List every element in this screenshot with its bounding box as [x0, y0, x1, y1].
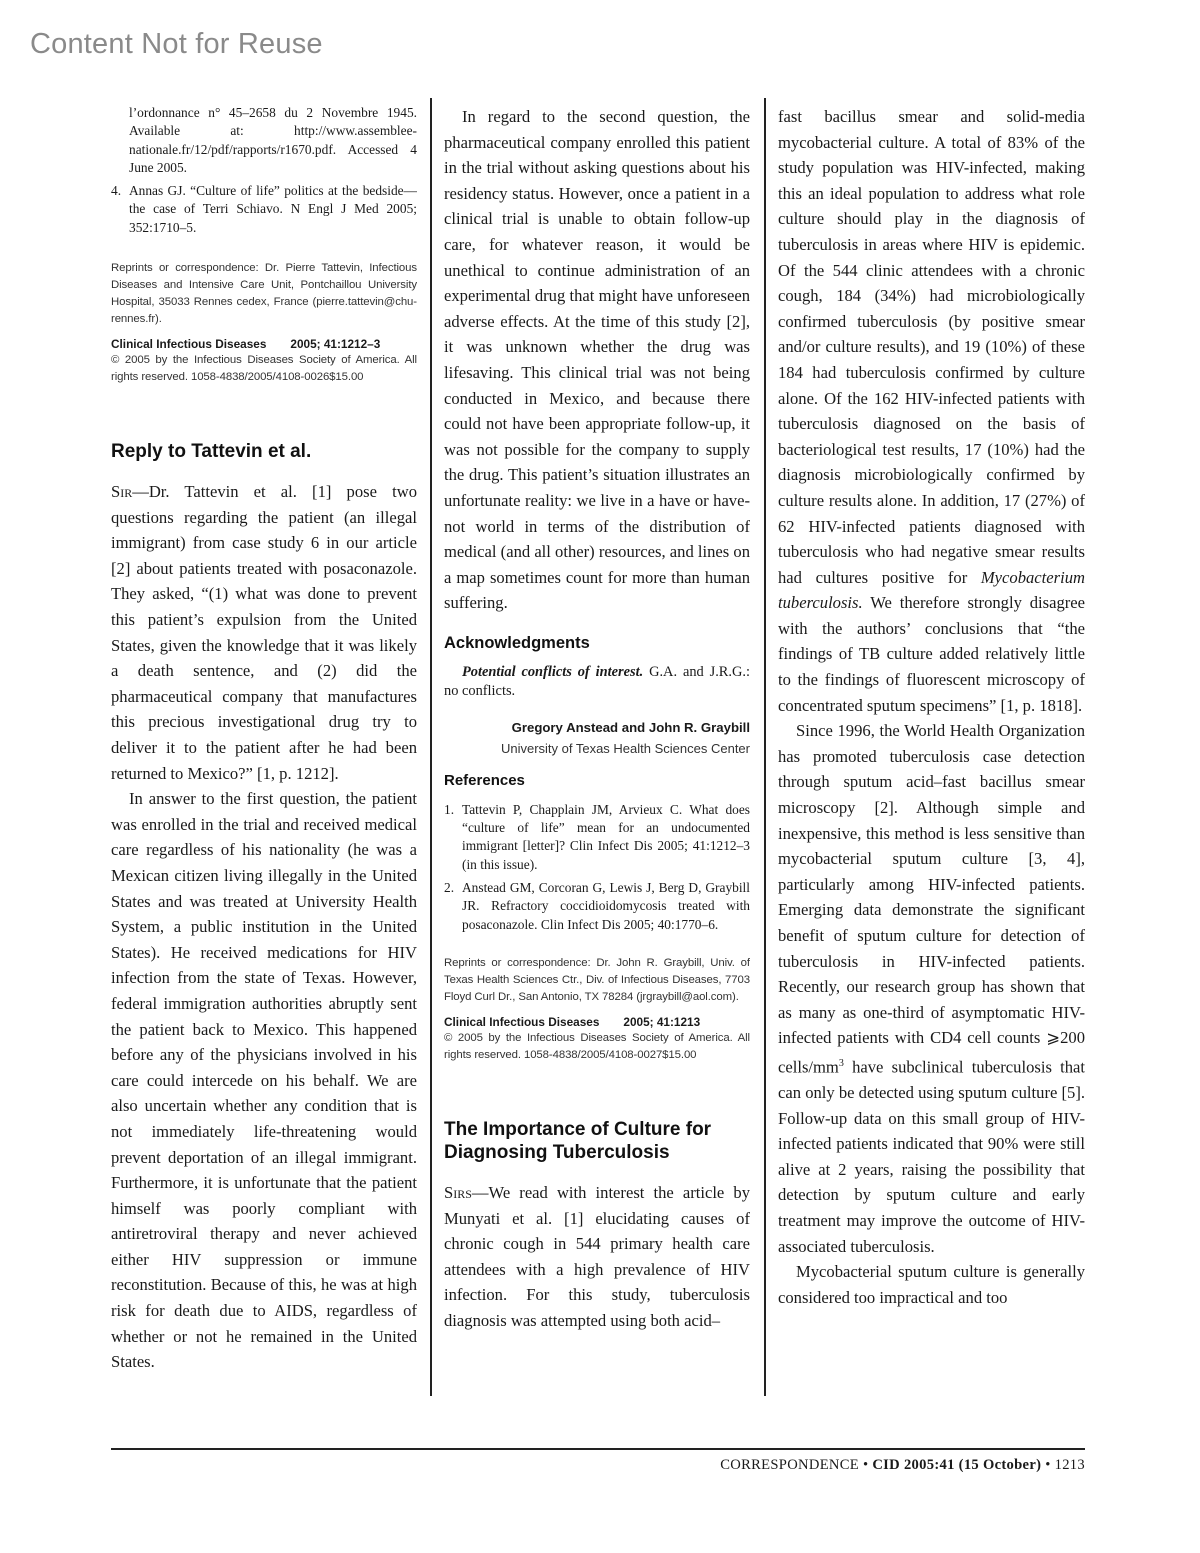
column-middle	[444, 104, 750, 1400]
reference-item	[444, 879, 750, 934]
journal-citation	[111, 336, 417, 352]
paragraph-text: —We read with interest the article by Munyati et al. [1] elucidating causes of chronic cough in 544 primary health care attendees with a high prevalence of HIV infection. For this study, tuberculosis diagnosis was attempted using both acid–	[444, 1182, 750, 1330]
reference-item	[444, 801, 750, 874]
reference-list-continued	[111, 182, 417, 237]
journal-name: Clinical Infectious Diseases	[444, 1014, 600, 1029]
journal-name: Clinical Infectious Diseases	[111, 337, 267, 352]
column-right	[778, 104, 1085, 1400]
footer-issue: CID 2005:41	[872, 1457, 955, 1473]
footer-section: CORRESPONDENCE	[720, 1457, 860, 1473]
reference-number: 4.	[111, 183, 122, 199]
letter-title: Reply to Tattevin et al.	[111, 441, 312, 463]
conflicts-label: Potential conflicts of interest.	[462, 663, 644, 680]
letter-paragraph	[444, 1180, 750, 1334]
reprints-note: Reprints or correspondence: Dr. Pierre Tattevin, Infectious Diseases and Intensive Care Unit, Pontchaillou University Hospital, 35033 Rennes cedex, France (pierre.tattevin@chu-rennes.fr).	[111, 262, 417, 326]
paragraph-text: —Dr. Tattevin et al. [1] pose two questions regarding the patient (an illegal immigrant) from case study 6 in our article [2] about patients treated with posaconazole. They asked, “(1) what was done to prevent this patient’s expulsion from the United States, given the knowledge that it was likely a death sentence, and (2) did the pharmaceutical company that manufactures this precious investigational drug try to deliver it to the patient after he had been returned to Mexico?” [1, p. 1212].	[111, 482, 417, 783]
copyright-note: © 2005 by the Infectious Diseases Society of America. All rights reserved. 1058-4838/2005/4108-0027$15.00	[444, 1031, 750, 1061]
reference-number: 2.	[444, 880, 455, 896]
paragraph-text: Since 1996, the World Health Organization has promoted tuberculosis case detection through sputum acid–fast bacillus smear microscopy [2]. Although simple and inexpensive, this method is less sensitive than mycobacterial sputum culture [3, 4], particularly among HIV-infected patients. Emerging data demonstrate the significant benefit of sputum culture for detection of tuberculosis in HIV-infected patients. Recently, our research group has shown that as many as one-third of asymptomatic HIV-infected patients with CD4 cell counts ⩾200 cells/mm	[778, 721, 1085, 1077]
paragraph-text: have subclinical tuberculosis that can only be detected using sputum culture [5]. Follow-up data on this small group of HIV-infected patients indicated that 90% were still alive at 2 years, raising the possibility that detection by sputum culture and early treatment may improve the outcome of HIV-associated tuberculosis.	[778, 1057, 1085, 1256]
reference-text: Anstead GM, Corcoran G, Lewis J, Berg D, Graybill JR. Refractory coccidioidomycosis treated with posaconazole. Clin Infect Dis 2005; 40:1770–6.	[462, 880, 750, 932]
salutation: Sir	[111, 482, 133, 502]
author-names: Gregory Anstead and John R. Graybill	[511, 719, 750, 735]
copyright-note: © 2005 by the Infectious Diseases Society of America. All rights reserved. 1058-4838/2005/4108-0026$15.00	[111, 354, 417, 384]
organism-name: Mycobacterium tuberculosis.	[778, 567, 1085, 613]
column-divider-right	[764, 98, 766, 1396]
journal-citation	[444, 1014, 750, 1030]
conflicts-of-interest	[444, 663, 750, 702]
footer-separator: •	[862, 1457, 869, 1473]
paragraph-text: We therefore strongly disagree with the authors’ conclusions that “the findings of TB culture added relatively little to the findings of fluorescent microscopy of concentrated sputum specimens” [1, p. 1818].	[778, 593, 1085, 715]
letter-paragraph	[111, 479, 417, 786]
reference-list	[444, 801, 750, 934]
conflicts-text: G.A. and J.R.G.: no conflicts.	[444, 663, 750, 700]
column-divider-left	[430, 98, 432, 1396]
reference-text: Tattevin P, Chapplain JM, Arvieux C. What does “culture of life” mean for an undocumented immigrant [letter]? Clin Infect Dis 2005; 41:1212–3 (in this issue).	[462, 801, 750, 872]
reprints-note: Reprints or correspondence: Dr. John R. Graybill, Univ. of Texas Health Sciences Ctr., Div. of Infectious Diseases, 7703 Floyd Curl Dr., San Antonio, TX 78284 (jrgraybill@aol.com).	[444, 956, 750, 1003]
footer-date: (15 October)	[958, 1457, 1042, 1473]
paragraph-text: fast bacillus smear and solid-media mycobacterial culture. A total of 83% of the study population was HIV-infected, making this an ideal population to address what role culture should play in the diagnosis of tuberculosis in areas where HIV is epidemic. Of the 544 clinic attendees with a chronic cough, 184 (34%) had microbiologically confirmed tuberculosis (by positive smear and/or culture results), and 19 (10%) of these 184 had tuberculosis confirmed by culture alone. Of the 162 HIV-infected patients with tuberculosis diagnosed on the basis of bacteriological test results, 17 (10%) had the diagnosis microbiologically confirmed by culture results alone. In addition, 17 (27%) of 62 HIV-infected patients diagnosed with tuberculosis who had negative smear results had cultures positive for	[778, 107, 1085, 587]
references-heading: References	[444, 771, 525, 789]
page-footer	[720, 1457, 1085, 1474]
reference-item	[111, 182, 417, 237]
journal-pages: 2005; 41:1213	[623, 1014, 701, 1029]
author-affiliation: University of Texas Health Sciences Center	[500, 740, 750, 756]
acknowledgments-heading: Acknowledgments	[444, 633, 590, 652]
letter-title: The Importance of Culture for Diagnosing Tuberculosis	[444, 1118, 712, 1163]
page-number: 1213	[1054, 1457, 1085, 1473]
footer-rule	[111, 1448, 1085, 1450]
reference-number: 1.	[444, 801, 455, 817]
letter-paragraph: In regard to the second question, the pharmaceutical company enrolled this patient in the trial without asking questions about his residency status. However, once a patient in a clinical trial is unable to obtain follow-up care, for whatever reason, it would be unethical to continue administration of an experimental drug that might have unforeseen adverse effects. At the time of this study [2], it was unknown whether the drug was lifesaving. This clinical trial was not being conducted in Mexico, and because there could not have been appropriate follow-up, it was not possible for the company to supply the drug. This patient’s situation illustrates an unfortunate reality: we live in a have or have-not world in terms of the distribution of medical (and all other) resources, and lines on a map sometimes count for more than human suffering.	[444, 107, 750, 613]
letter-paragraph: In answer to the first question, the patient was enrolled in the trial and received medical care regardless of his nationality (he was a Mexican citizen living illegally in the United States and was treated at University Health System, a public institution in the United States). He received medications for HIV infection from the state of Texas. However, federal immigration authorities abruptly sent the patient back to Mexico. This happened before any of the physicians involved in his care could intercede on his behalf. We are also uncertain whether any condition that is not immediately life-threatening would prevent deportation of an illegal immigrant. Furthermore, it is unfortunate that the patient himself was poorly compliant with antiretroviral therapy and never achieved either HIV suppression or immune reconstitution. Because of this, he was at high risk for death due to AIDS, regardless of whether or not he remained in the United States.	[111, 789, 417, 1372]
column-left	[111, 104, 417, 1400]
watermark: Content Not for Reuse	[30, 28, 323, 60]
footer-separator: •	[1045, 1457, 1051, 1473]
letter-paragraph: Mycobacterial sputum culture is generally considered too impractical and too	[778, 1262, 1085, 1307]
letter-paragraph	[778, 718, 1085, 1259]
reference-text: Annas GJ. “Culture of life” politics at the bedside—the case of Terri Schiavo. N Engl J Med 2005; 352:1710–5.	[129, 183, 417, 235]
journal-pages: 2005; 41:1212–3	[290, 337, 381, 352]
salutation: Sirs	[444, 1182, 472, 1202]
letter-paragraph	[778, 104, 1085, 718]
reference-3-continuation: l’ordonnance n° 45–2658 du 2 Novembre 1945. Available at: http://www.assemblee-nationale.fr/12/pdf/rapports/r1670.pdf. Accessed 4 June 2005.	[129, 105, 417, 175]
superscript: 3	[838, 1057, 844, 1069]
